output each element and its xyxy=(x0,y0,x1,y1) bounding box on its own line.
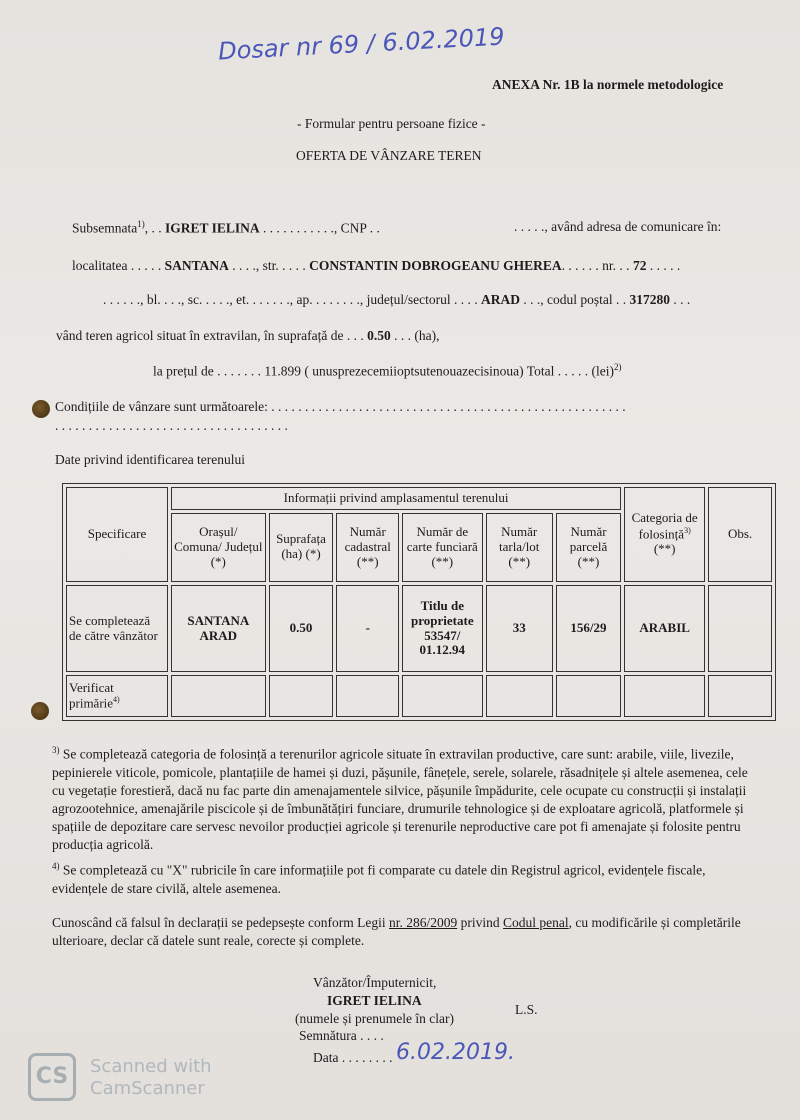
street-value: CONSTANTIN DOBROGEANU GHEREA xyxy=(309,258,562,273)
ls-label: L.S. xyxy=(515,1002,538,1017)
date-label: Data . . . . . . . . xyxy=(313,1050,393,1065)
primarie-label: Verificat primărie xyxy=(69,679,114,711)
empty-cell xyxy=(269,675,334,717)
punch-hole xyxy=(32,400,50,418)
signature-line xyxy=(299,1028,384,1044)
dots: . . . xyxy=(669,292,691,307)
empty-cell xyxy=(708,675,772,717)
label-street: . . . ., str. . . . . xyxy=(228,258,310,273)
dots: , . . xyxy=(144,220,165,236)
body-line-3 xyxy=(103,292,690,308)
price-value: 11.899 xyxy=(264,363,301,379)
price-words: ( unusprezecemiioptsutenouazecisinoua) xyxy=(300,363,524,379)
label-subsemnata: Subsemnata xyxy=(72,220,138,236)
declaration xyxy=(52,914,757,950)
conditions-line-2: . . . . . . . . . . . . . . . . . . . . . . . . . . . . . . . . . . . xyxy=(55,418,288,433)
group-header: Informații privind amplasamentul terenului xyxy=(171,487,621,510)
cell-categoria: ARABIL xyxy=(624,585,705,673)
cell-oras: SANTANA ARAD xyxy=(171,585,266,673)
col-oras: Orașul/ Comuna/ Județul (*) xyxy=(171,513,266,582)
empty-cell xyxy=(171,675,266,717)
label-number: . . . . . . nr. . . xyxy=(561,258,633,273)
camscanner-logo: CS xyxy=(28,1053,76,1101)
dots: . . . . xyxy=(356,1028,384,1043)
label-total: Total . . . . . (lei) xyxy=(523,363,614,379)
label-ha: . . . (ha), xyxy=(390,328,440,343)
watermark-line-2: CamScanner xyxy=(90,1078,205,1099)
col-tarla: Număr tarla/lot (**) xyxy=(486,513,553,582)
cell-parcela: 156/29 xyxy=(556,585,621,673)
categoria-label: Categoria de folosință xyxy=(631,510,698,542)
footnote-ref-2: 2) xyxy=(613,362,622,372)
footnote-4 xyxy=(52,857,757,898)
number-value: 72 xyxy=(632,258,647,273)
footnote-ref-3: 3) xyxy=(684,526,691,536)
col-parcela: Număr parcelă (**) xyxy=(556,513,621,582)
cell-tarla: 33 xyxy=(486,585,553,673)
empty-cell xyxy=(556,675,621,717)
cell-cadastral: - xyxy=(336,585,399,673)
punch-hole xyxy=(31,702,49,720)
row-primarie-label xyxy=(66,675,168,717)
law-reference: nr. 286/2009 xyxy=(389,915,458,930)
col-cadastral: Număr cadastral (**) xyxy=(336,513,399,582)
empty-cell xyxy=(336,675,399,717)
footnote-3-text: Se completează categoria de folosință a terenurilor agricole situate în extravilan productive, care sunt: arabile, viile, livezile, pepinierele viticole, pomicole, plantațiile de hamei și duzi, pășunile, fânețele, serele, solarele, răsadnițele și altele asemenea, cele cu vegetație forestieră, dacă nu fac parte din amenajamentele silvice, pășunile împădurite, cele ocupate cu construcții și instalații agrozootehnice, amenajările piscicole și de îmbunătățiri funciare, drumurile tehnologice și de exploatare agricolă, platformele și spațiile de depozitare care servesc nevoilor producției agricole și terenurile neproductive care pot fi amenajate și folosite pentru producția agricolă. xyxy=(52,746,748,852)
categoria-note: (**) xyxy=(653,541,676,557)
row-seller-label: Se completează de către vânzător xyxy=(66,585,168,673)
col-categoria xyxy=(624,487,705,582)
signature-hint: (numele și prenumele în clar) xyxy=(295,1011,454,1026)
footnote-3 xyxy=(52,741,757,854)
form-title: OFERTA DE VÂNZARE TEREN xyxy=(296,148,482,163)
annex-label: ANEXA Nr. 1B la normele metodologice xyxy=(492,77,724,92)
body-line-1 xyxy=(72,219,380,237)
footnote-3-ref: 3) xyxy=(52,745,60,755)
label-address-details: . . . . . ., bl. . . ., sc. . . . ., et. . . . . . ., ap. . . . . . . ., județul/sectorul . . . . xyxy=(103,292,481,307)
cell-suprafata: 0.50 xyxy=(269,585,334,673)
postal-value: 317280 xyxy=(629,292,670,307)
signature-name: IGRET IELINA xyxy=(327,993,422,1008)
footnote-ref-1: 1) xyxy=(137,219,145,229)
label-postal: . . ., codul poștal . . xyxy=(519,292,630,307)
col-obs: Obs. xyxy=(708,487,772,582)
cell-obs xyxy=(708,585,772,673)
col-carte: Număr de carte funciară (**) xyxy=(402,513,482,582)
body-line-2 xyxy=(72,258,680,274)
label-cnp: . . . . . . . . . . ., CNP . . xyxy=(259,220,380,236)
empty-cell xyxy=(624,675,705,717)
form-subtitle: - Formular pentru persoane fizice - xyxy=(297,116,486,131)
watermark-line-1: Scanned with xyxy=(90,1056,212,1077)
handwritten-date: 6.02.2019. xyxy=(396,1040,515,1065)
footnote-4-ref: 4) xyxy=(52,861,60,871)
label-area: vând teren agricol situat în extravilan, în suprafață de . . . xyxy=(56,328,368,343)
declaration-text: Cunoscând că falsul în declarații se pedepsește conform Legii xyxy=(52,915,390,930)
label-localitatea: localitatea . . . . . xyxy=(72,258,165,273)
col-suprafata: Suprafața (ha) (*) xyxy=(269,513,334,582)
dots: . . . . . xyxy=(646,258,681,273)
body-line-4 xyxy=(56,328,440,344)
footnote-ref-4: 4) xyxy=(113,695,120,705)
locality-value: SANTANA xyxy=(164,258,229,273)
cell-carte: Titlu de proprietate 53547/ 01.12.94 xyxy=(402,585,482,673)
empty-cell xyxy=(486,675,553,717)
declaration-text: , cu modificările și completările ulterioare, declar că datele sunt reale, corecte și complete. xyxy=(52,915,741,948)
section-title: Date privind identificarea terenului xyxy=(55,452,246,467)
code-reference: Codul penal xyxy=(503,915,569,930)
seller-name: IGRET IELINA xyxy=(165,220,260,236)
empty-cell xyxy=(402,675,482,717)
label-price: la prețul de . . . . . . . xyxy=(153,363,265,379)
area-value: 0.50 xyxy=(367,328,391,343)
body-line-5 xyxy=(153,362,621,380)
signature-label: Semnătura xyxy=(299,1028,357,1043)
signature-role: Vânzător/Împuternicit, xyxy=(313,975,437,990)
conditions-line: Condițiile de vânzare sunt următoarele: . . . . . . . . . . . . . . . . . . . . . . . . . . . . . . . . . . . . . . . . . . . . . . . . . . . . . xyxy=(55,399,626,414)
address-label: . . . . ., având adresa de comunicare în: xyxy=(514,219,722,234)
handwritten-dosar-note: Dosar nr 69 / 6.02.2019 xyxy=(217,22,506,66)
county-value: ARAD xyxy=(480,292,520,307)
declaration-text: privind xyxy=(457,915,504,930)
land-table xyxy=(62,483,776,721)
footnote-4-text: Se completează cu "X" rubricile în care informațiile pot fi comparate cu datele din Registrul agricol, evidențele fiscale, evidențele de stare civilă, altele asemenea. xyxy=(52,862,706,896)
col-specificare: Specificare xyxy=(66,487,168,582)
